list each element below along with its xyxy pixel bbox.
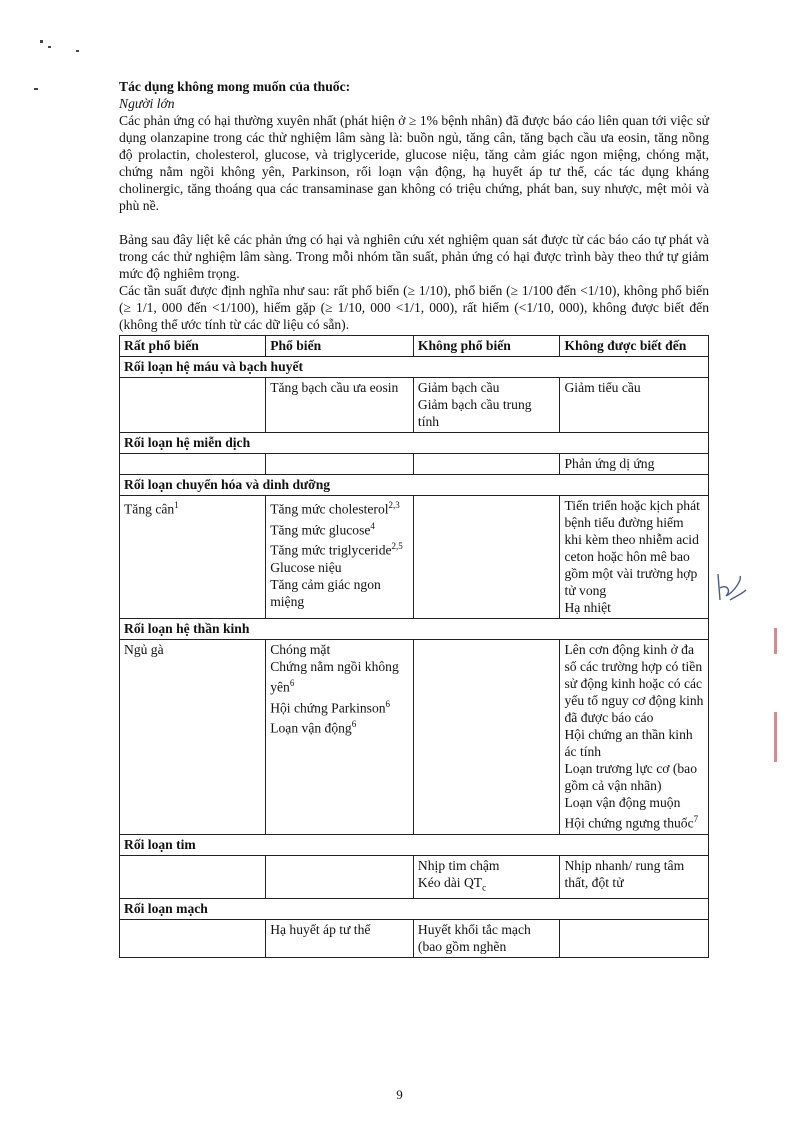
cell-line: Phản ứng dị ứng	[564, 456, 655, 471]
cell-line	[270, 538, 409, 559]
section-row	[120, 834, 709, 855]
footnote-marker: 7	[693, 814, 699, 824]
table-cell	[560, 496, 709, 619]
section-title: Rối loạn hệ máu và bạch huyết	[120, 357, 709, 378]
column-header: Phổ biến	[266, 336, 414, 357]
column-header: Không được biết đến	[560, 336, 709, 357]
cell-text: Hội chứng ngưng thuốc	[564, 815, 694, 831]
table-header-row	[120, 336, 709, 357]
paragraph-frequency-definitions: Các tần suất được định nghĩa như sau: rất phổ biến (≥ 1/10), phổ biến (≥ 1/100 đến <1/10), không phổ biến (≥ 1/1, 000 đến <1/100), hiếm gặp (≥ 1/10, 000 <1/1, 000), rất hiếm (<1/10, 000), không được biết đến (không thể ước tính từ các dữ liệu có sẵn).	[119, 283, 709, 332]
table-cell	[120, 855, 266, 899]
section-title: Rối loạn hệ thần kinh	[120, 619, 709, 640]
cell-text: Chóng mặt	[270, 642, 331, 657]
handwritten-initials	[712, 570, 748, 610]
subscript: c	[482, 882, 487, 893]
scan-speck	[76, 50, 79, 52]
cell-line	[270, 576, 409, 610]
table-cell	[560, 378, 709, 433]
cell-line	[564, 811, 704, 832]
cell-text: Tăng mức triglyceride	[270, 542, 392, 558]
cell-text: Loạn trương lực cơ (bao gồm cả vận nhãn)	[564, 761, 698, 793]
cell-line	[270, 559, 409, 576]
column-header: Không phổ biến	[413, 336, 560, 357]
cell-line	[418, 857, 556, 874]
cell-line: Nhịp nhanh/ rung tâm thất, đột tử	[564, 857, 685, 890]
cell-line	[270, 716, 409, 737]
cell-text: Lên cơn động kinh ở đa số các trường hợp có tiền sử động kinh hoặc có các yếu tố nguy cơ động kinh đã được báo cáo	[564, 642, 704, 725]
cell-line	[270, 696, 409, 717]
cell-line	[564, 726, 704, 760]
cell-line: Ngủ gà	[124, 642, 164, 657]
cell-text: Tăng cảm giác ngon miệng	[270, 576, 381, 609]
table-cell	[266, 496, 414, 619]
footnote-marker: 6	[289, 678, 295, 688]
cell-text: Hội chứng Parkinson	[270, 700, 386, 716]
table-cell	[413, 920, 560, 958]
table-row	[120, 378, 709, 433]
table-cell	[560, 454, 709, 475]
table-cell	[266, 454, 414, 475]
footnote-marker: 2,3	[388, 500, 400, 510]
table-row	[120, 496, 709, 619]
cell-line: Giảm bạch cầu	[417, 380, 500, 395]
cell-line	[270, 641, 409, 658]
cell-line	[270, 658, 409, 696]
table-cell	[560, 855, 709, 899]
section-row	[120, 475, 709, 496]
table-body	[120, 357, 709, 958]
column-header: Rất phổ biến	[120, 336, 266, 357]
table-row	[120, 454, 709, 475]
cell-line	[270, 518, 409, 539]
section-row	[120, 357, 709, 378]
paragraph-table-intro: Bảng sau đây liệt kê các phản ứng có hại và nghiên cứu xét nghiệm quan sát được từ các báo cáo tự phát và trong các thử nghiệm lâm sàng. Trong mỗi nhóm tần suất, phản ứng có hại được trình bày theo thứ tự giảm mức độ nghiêm trọng.	[119, 232, 709, 281]
table-cell	[266, 378, 414, 433]
cell-text: Tăng mức glucose	[270, 522, 371, 538]
cell-line: Hạ huyết áp tư thế	[270, 922, 371, 938]
footnote-marker: 6	[385, 698, 391, 709]
cell-line	[270, 497, 409, 518]
cell-line: Giảm tiểu cầu	[564, 380, 641, 395]
scan-speck	[40, 40, 43, 43]
table-row	[120, 640, 709, 835]
table-cell	[266, 640, 414, 835]
stamp-mark	[774, 628, 777, 654]
cell-text: Loạn vận động muộn	[564, 795, 681, 810]
section-row	[120, 899, 709, 920]
cell-text: Tăng cân	[124, 501, 175, 517]
cell-line: Giảm bạch cầu trung tính	[417, 397, 532, 429]
table-row	[120, 855, 709, 899]
table-cell	[413, 496, 560, 619]
cell-line	[564, 794, 704, 811]
table-cell	[413, 855, 560, 899]
footnote-marker: 4	[370, 520, 375, 531]
adverse-reactions-table	[119, 335, 709, 958]
table-cell	[266, 920, 414, 958]
cell-text: Tăng mức cholesterol	[270, 501, 389, 517]
table-cell	[120, 640, 266, 835]
cell-line: Tiến triển hoặc kịch phát bệnh tiểu đường hiếm khi kèm theo nhiễm acid ceton hoặc hôn mê bao gồm một vài trường hợp tử vong	[564, 498, 700, 598]
section-row	[120, 619, 709, 640]
section-row	[120, 433, 709, 454]
stamp-mark	[774, 712, 777, 762]
cell-text: Chứng nằm ngồi không yên	[270, 659, 399, 695]
table-cell	[413, 378, 560, 433]
table-cell	[120, 454, 266, 475]
section-title: Rối loạn chuyển hóa và dinh dưỡng	[120, 475, 709, 496]
cell-line	[418, 874, 556, 897]
cell-text: Glucose niệu	[270, 559, 342, 575]
table-cell	[560, 640, 709, 835]
footnote-marker: 1	[174, 500, 179, 510]
cell-text: Loạn vận động	[270, 720, 352, 736]
cell-text: Nhịp tim chậm	[417, 857, 500, 873]
table-cell	[413, 640, 560, 835]
cell-line: Hạ nhiệt	[564, 600, 611, 615]
footnote-marker: 6	[351, 719, 357, 730]
paragraph-frequent-reactions: Các phản ứng có hại thường xuyên nhất (phát hiện ở ≥ 1% bệnh nhân) đã được báo cáo liên quan tới việc sử dụng olanzapine trong các thử nghiệm lâm sàng là: buồn ngủ, tăng cân, tăng bạch cầu ưa eosin, tăng nồng độ prolactin, cholesterol, glucose, và triglyceride, glucose niệu, tăng cảm giác ngon miệng, chóng mặt, chứng nằm ngồi không yên, Parkinson, rối loạn vận động, hạ huyết áp tư thế, các tác dụng kháng cholinergic, tăng thoáng qua các transaminase gan không có triệu chứng, phát ban, suy nhược, mệt mỏi và phù nề.	[119, 113, 709, 213]
table-cell	[266, 855, 414, 899]
cell-line: Tăng bạch cầu ưa eosin	[270, 380, 399, 395]
scan-speck	[34, 88, 38, 90]
table-cell	[560, 920, 709, 958]
cell-line	[564, 760, 704, 794]
section-heading: Tác dụng không mong muốn của thuốc:	[119, 79, 351, 94]
table-cell	[413, 454, 560, 475]
cell-text: Hội chứng an thần kinh ác tính	[564, 727, 693, 759]
page-number: 9	[396, 1087, 403, 1102]
table-cell	[120, 920, 266, 958]
table-row	[120, 920, 709, 958]
section-title: Rối loạn tim	[120, 834, 709, 855]
cell-text: Kéo dài QT	[417, 874, 483, 890]
footnote-marker: 2,5	[391, 541, 403, 552]
cell-line	[124, 497, 261, 518]
cell-line	[564, 641, 704, 726]
section-subheading: Người lớn	[119, 96, 175, 111]
section-title: Rối loạn mạch	[120, 899, 709, 920]
table-cell	[120, 378, 266, 433]
table-cell	[120, 496, 266, 619]
cell-line: Huyết khối tắc mạch (bao gồm nghẽn	[417, 922, 531, 955]
document-body	[119, 78, 709, 958]
section-title: Rối loạn hệ miễn dịch	[120, 433, 709, 454]
scan-speck	[48, 46, 51, 48]
